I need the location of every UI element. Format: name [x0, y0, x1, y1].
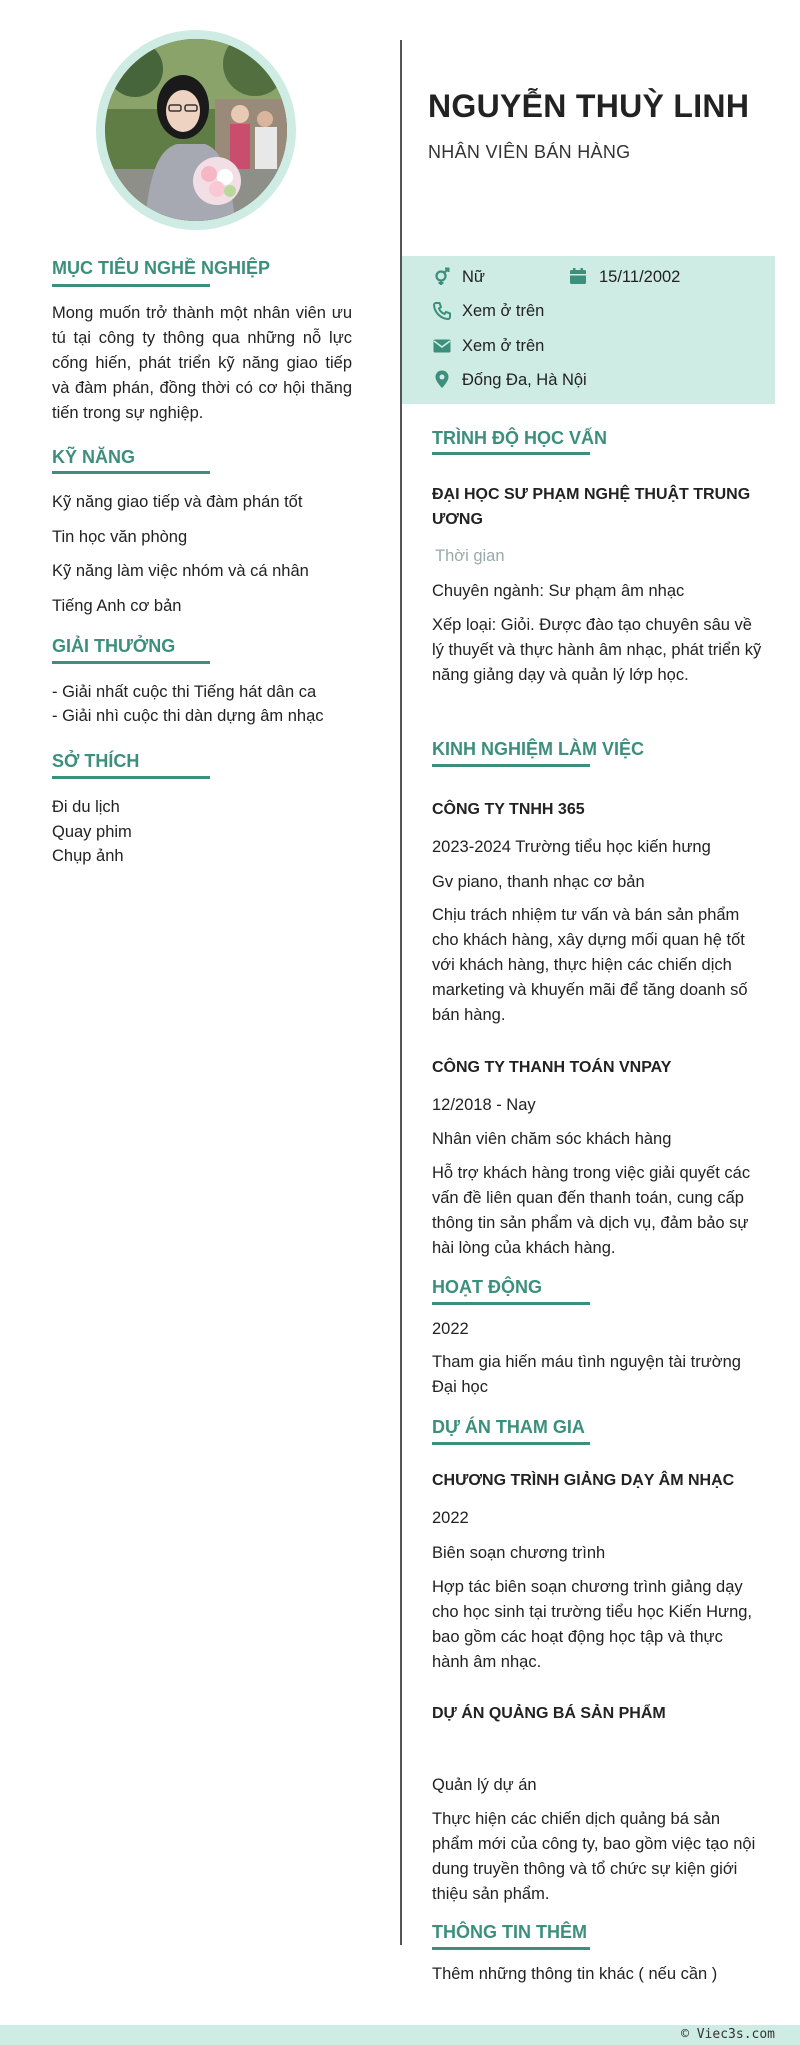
projects-heading: DỰ ÁN THAM GIA [432, 1417, 585, 1437]
project-name: CHƯƠNG TRÌNH GIẢNG DẠY ÂM NHẠC [432, 1472, 735, 1489]
phone-icon [432, 301, 452, 321]
skills-heading: KỸ NĂNG [52, 447, 136, 467]
education-major: Chuyên ngành: Sư phạm âm nhạc [432, 582, 685, 600]
awards-heading: GIẢI THƯỞNG [52, 636, 176, 656]
additional-heading: THÔNG TIN THÊM [432, 1922, 587, 1942]
objective-heading: MỤC TIÊU NGHỀ NGHIỆP [52, 258, 271, 278]
avatar-ring [96, 30, 296, 230]
activity-description: Tham gia hiến máu tình nguyện tài trường Đại học [432, 1353, 741, 1396]
education-time: Thời gian [435, 547, 505, 565]
job-period: 2023-2024 Trường tiểu học kiến hưng [432, 838, 711, 856]
award-item: - Giải nhất cuộc thi Tiếng hát dân ca [52, 683, 317, 701]
job-company: CÔNG TY TNHH 365 [432, 801, 585, 818]
hobby-item: Quay phim [52, 823, 132, 841]
calendar-icon [568, 266, 588, 286]
watermark: © Viec3s.com [681, 2027, 775, 2042]
job-period: 12/2018 - Nay [432, 1096, 536, 1114]
job-company: CÔNG TY THANH TOÁN VNPAY [432, 1059, 672, 1076]
project-description: Hợp tác biên soạn chương trình giảng dạy cho học sinh tại trường tiểu học Kiến Hưng, bao gồm các hoạt động học tập và thực hành âm nhạc. [432, 1578, 753, 1671]
activities-underline [432, 1302, 590, 1305]
education-description: Xếp loại: Giỏi. Được đào tạo chuyên sâu về lý thuyết và thực hành âm nhạc, phát triển kỹ năng giảng dạy và quản lý lớp học. [432, 616, 762, 684]
skill-item: Tiếng Anh cơ bản [52, 597, 182, 615]
objective-text: Mong muốn trở thành một nhân viên ưu tú tại công ty thông qua những nỗ lực cống hiến, phát triển kỹ năng giao tiếp và đàm phán, đồng thời có cơ hội thăng tiến trong sự nghiệp. [52, 304, 352, 422]
project-role: Quản lý dự án [432, 1776, 537, 1794]
hobbies-underline [52, 776, 210, 779]
activity-year: 2022 [432, 1320, 469, 1338]
hobbies-heading: SỞ THÍCH [52, 751, 140, 771]
avatar-photo [105, 39, 287, 221]
skill-item: Kỹ năng làm việc nhóm và cá nhân [52, 562, 309, 580]
activities-heading: HOẠT ĐỘNG [432, 1277, 542, 1297]
awards-underline [52, 661, 210, 664]
project-year: 2022 [432, 1509, 469, 1527]
contact-box [402, 256, 775, 404]
job-position: Gv piano, thanh nhạc cơ bản [432, 873, 645, 891]
candidate-name: NGUYỄN THUỲ LINH [428, 88, 750, 124]
gender-value: Nữ [462, 268, 485, 286]
project-role: Biên soạn chương trình [432, 1544, 606, 1562]
education-underline [432, 452, 590, 455]
address-value: Đống Đa, Hà Nội [462, 371, 587, 389]
job-description: Hỗ trợ khách hàng trong việc giải quyết các vấn đề liên quan đến thanh toán, cung cấp thông tin sản phẩm và dịch vụ, đảm bảo sự hài lòng của khách hàng. [432, 1164, 751, 1257]
experience-underline [432, 764, 590, 767]
skill-item: Tin học văn phòng [52, 528, 188, 546]
education-school: ĐẠI HỌC SƯ PHẠM NGHỆ THUẬT TRUNG ƯƠNG [432, 486, 751, 528]
objective-underline [52, 284, 210, 287]
hobby-item: Chụp ảnh [52, 847, 124, 865]
gender-icon [432, 266, 452, 286]
email-icon [432, 336, 452, 356]
project-description: Thực hiện các chiến dịch quảng bá sản phẩm mới của công ty, bao gồm việc tạo nội dung truyền thông và tổ chức sự kiện giới thiệu sản phẩm. [432, 1810, 756, 1903]
avatar [105, 39, 287, 221]
additional-underline [432, 1947, 590, 1950]
hobby-item: Đi du lịch [52, 798, 120, 816]
award-item: - Giải nhì cuộc thi dàn dựng âm nhạc [52, 707, 324, 725]
additional-text: Thêm những thông tin khác ( nếu cần ) [432, 1965, 718, 1983]
phone-value: Xem ở trên [462, 302, 545, 320]
birthday-value: 15/11/2002 [599, 268, 681, 286]
experience-heading: KINH NGHIỆM LÀM VIỆC [432, 739, 645, 759]
skill-item: Kỹ năng giao tiếp và đàm phán tốt [52, 493, 303, 511]
candidate-title: NHÂN VIÊN BÁN HÀNG [428, 142, 631, 162]
email-value: Xem ở trên [462, 337, 545, 355]
education-heading: TRÌNH ĐỘ HỌC VẤN [432, 428, 607, 448]
skills-underline [52, 471, 210, 474]
projects-underline [432, 1442, 590, 1445]
job-position: Nhân viên chăm sóc khách hàng [432, 1130, 672, 1148]
job-description: Chịu trách nhiệm tư vấn và bán sản phẩm cho khách hàng, xây dựng mối quan hệ tốt với khách hàng, thực hiện các chiến dịch marketing và khuyến mãi để tăng doanh số bán hàng. [432, 906, 748, 1024]
location-icon [432, 369, 452, 389]
footer-band [0, 2025, 800, 2045]
project-name: DỰ ÁN QUẢNG BÁ SẢN PHẨM [432, 1705, 666, 1722]
